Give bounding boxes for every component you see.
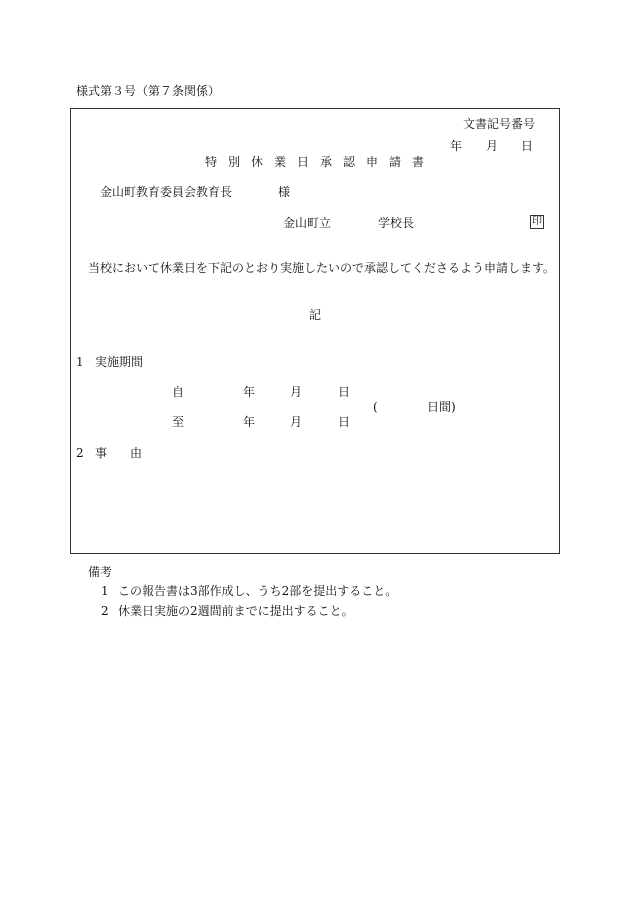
ki-label: 記 [309, 308, 322, 322]
period-from-year: 年 [243, 385, 256, 399]
section-2-heading-char: 事 [95, 446, 108, 460]
note-number: 1 [101, 584, 109, 598]
title-char: 別 [228, 155, 241, 169]
application-form-frame [70, 108, 560, 554]
period-to-year: 年 [243, 415, 256, 429]
title-char: 申 [366, 155, 379, 169]
period-from-label: 自 [172, 385, 185, 399]
form-number-label: 様式第３号（第７条関係） [76, 84, 221, 98]
date-day-label: 日 [521, 139, 534, 153]
title-char: 認 [343, 155, 356, 169]
section-1-heading: 実施期間 [95, 355, 144, 369]
addressee-name: 金山町教育委員会教育長 [100, 185, 233, 199]
seal-mark: 印 [532, 216, 542, 227]
applicant-school-label: 金山町立 [283, 216, 332, 230]
request-body-text: 当校において休業日を下記のとおり実施したいので承認してくださるよう申請します。 [88, 261, 556, 275]
title-char: 日 [297, 155, 310, 169]
date-year-label: 年 [450, 139, 463, 153]
section-1-number: 1 [76, 355, 84, 369]
title-char: 書 [412, 155, 425, 169]
section-2-number: 2 [76, 446, 84, 460]
period-from-month: 月 [290, 385, 303, 399]
date-month-label: 月 [486, 139, 499, 153]
note-text: この報告書は3部作成し、うち2部を提出すること。 [118, 584, 398, 598]
period-to-month: 月 [290, 415, 303, 429]
title-char: 業 [274, 155, 287, 169]
title-char: 請 [389, 155, 402, 169]
period-to-label: 至 [172, 415, 185, 429]
note-number: 2 [101, 604, 109, 618]
notes-heading: 備考 [88, 565, 113, 579]
period-to-day: 日 [338, 415, 351, 429]
note-text: 休業日実施の2週間前までに提出すること。 [118, 604, 354, 618]
addressee-honorific: 様 [278, 185, 291, 199]
section-2-heading-char: 由 [130, 446, 143, 460]
title-char: 承 [320, 155, 333, 169]
period-days-open-paren: ( [373, 400, 378, 414]
period-days-label: 日間) [427, 400, 456, 414]
period-from-day: 日 [338, 385, 351, 399]
title-char: 休 [251, 155, 264, 169]
applicant-principal-label: 学校長 [378, 216, 415, 230]
title-char: 特 [205, 155, 218, 169]
document-number-label: 文書記号番号 [463, 117, 536, 131]
